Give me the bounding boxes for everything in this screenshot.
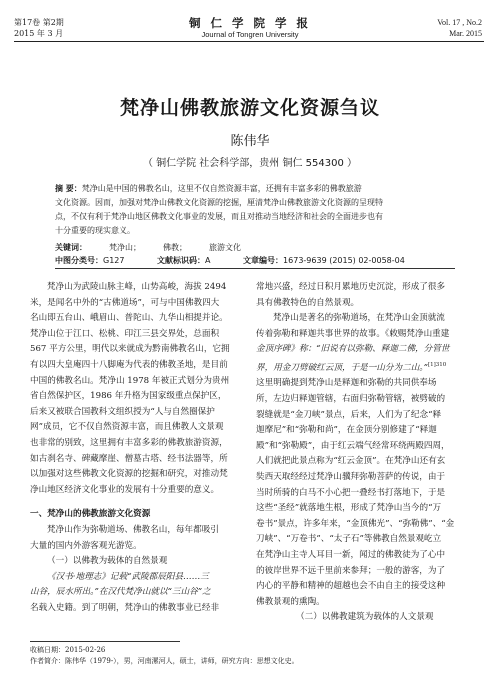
body-line: 常地兴盛，经过日积月累地历史沉淀，形成了很多 (256, 282, 446, 292)
body-line: 中国的佛教名山。梵净山 1978 年被正式划分为贵州 (30, 375, 230, 386)
body-line: 省自然保护区，1986 年升格为国家级重点保护区， (30, 391, 227, 402)
abstract-divider (55, 268, 455, 269)
body-line: 的彼岸世界不远千里前来参拜；一般的游客，为了 (256, 565, 446, 576)
body-column-right (256, 280, 474, 626)
body-line: 殿”和“弥勒殿”，由于红云端气经常环绕两殿四周， (256, 440, 450, 451)
body-line: 具有佛教特色的自然景观。 (256, 297, 360, 308)
keywords (55, 242, 241, 253)
classification-line (55, 255, 435, 266)
header-vol-issue: 第17卷 第2期 (14, 18, 64, 27)
body-line: 净山地区经济文化事业的发展有十分重要的意义。 (30, 484, 220, 495)
body-line: 这些“圣经”就落地生根，形成了梵净山当今的“万 (256, 503, 442, 514)
body-line: 传着弥勒和释迦共事世界的故事。《敕赐梵净山重建 (256, 328, 450, 339)
abstract (55, 182, 455, 238)
body-line: 大量的国内外游客观光游览。 (30, 540, 142, 551)
body-line: 迦摩尼”和“弥勒和尚”，在金顶分别修建了“释迦 (256, 425, 437, 436)
body-line: 刀峡”、“万卷书”、“太子石”等佛教自然景观屹立 (256, 534, 442, 545)
body-line: 金顶序碑》称：“旧说有以弥勒、释迦二佛，分管世 (256, 344, 450, 355)
quote-text: 界，用金刀劈破红云顶，于是一山分为二山。” (256, 362, 428, 373)
body-line: 这里明确提到梵净山是释迦和弥勒的共同供奉场 (256, 378, 437, 389)
body-line: 梵净山作为弥勒道场、佛教名山，每年都吸引 (47, 524, 219, 535)
author-bio: 作者简介：陈伟华（1979-），男，河南漯河人，硕士，讲师，研究方向：思想文化史。 (30, 657, 299, 665)
body-line: 内心的平静和精神的超越也会不由自主的接受这种 (256, 581, 446, 592)
body-line: 卷书”景点，许多年来，“金顶佛光”、“弥勒佛”、“金 (256, 518, 455, 529)
body-line: 后来又被联合国教科文组织授为“人与自然圈保护 (30, 406, 215, 417)
footnote-reference: [1]310 (427, 361, 447, 368)
keyword-item: 旅游文化 (209, 243, 241, 252)
header-divider (14, 41, 484, 42)
body-line: 人们就把此景点称为“红云金顶”。在梵净山还有玄 (256, 456, 446, 467)
footnote-divider (30, 641, 180, 642)
author-affiliation: （ 铜仁学院 社会科学部，贵州 铜仁 554300 ） (142, 158, 358, 169)
keyword-item: 梵净山； (109, 243, 141, 252)
header-date-en: Mar. 2015 (449, 29, 482, 38)
body-line: 网”成员，它不仅自然资源丰富，而且佛教人文景观 (30, 422, 224, 433)
abstract-label: 摘 要： (55, 184, 82, 193)
body-line: 当时所骑的白马不小心把一叠经书打落地下，于是 (256, 487, 446, 498)
body-column-left (30, 280, 248, 616)
abstract-line: 十分重要的现实意义。 (55, 226, 135, 235)
header-vol-en: Vol. 17 , No.2 (437, 18, 482, 27)
body-line: 所，左边归释迦管辖，右面归弥勒管辖，被劈破的 (256, 394, 446, 405)
article-number: 文章编号：1673-9639 (2015) 02-0058-04 (243, 256, 405, 265)
journal-name-en: Journal of Tongren University (201, 30, 299, 39)
body-line: 奘西天取经经过梵净山骥拜弥勒菩萨的传说，由于 (256, 471, 446, 482)
keyword-item: 佛教； (163, 243, 187, 252)
article-author: 陈伟华 (230, 134, 270, 149)
body-line: 梵净山是著名的弥勒道场，在梵净山金顶就流 (273, 313, 445, 324)
body-line: 以加强对这些佛教文化资源的挖掘和研究，对推动梵 (30, 469, 228, 480)
body-line: 在梵净山主寺人耳目一新，闻过的佛教徒为了心中 (256, 549, 446, 560)
abstract-line: 点，不仅有利于梵净山地区佛教文化事业的发展，而且对推动当地经济和社会的全面进步也有 (55, 212, 383, 221)
body-line: 如古刹名寺、碑藏摩崖、僧墓古塔、经书法器等，所 (30, 453, 228, 464)
body-line (256, 358, 474, 376)
clc-number: 中图分类号：G127 (55, 256, 125, 265)
footnote (30, 645, 299, 667)
body-line: 《汉书·地理志》记载“武陵郡辰阳县……三 (47, 571, 209, 582)
body-line: 米，是闻名中外的“古佛道场”，可与中国佛教四大 (30, 297, 220, 308)
article-title: 梵净山佛教旅游文化资源刍议 (119, 97, 380, 119)
section-heading: 一、梵净山的佛教旅游文化资源 (30, 509, 151, 520)
body-line: 佛教景观的熏陶。 (256, 596, 325, 607)
keywords-label: 关键词： (55, 243, 87, 252)
journal-name-zh: 铜 仁 学 院 学 报 (188, 16, 312, 30)
received-date: 收稿日期：2015-02-26 (30, 646, 106, 654)
spacer (30, 498, 248, 507)
body-line: 名载入史籍。到了明朝，梵净山的佛教事业已经非 (30, 602, 220, 613)
abstract-text: 梵净山是中国的佛教名山，这里不仅自然资源丰富，还拥有丰富多彩的佛教旅游 (81, 184, 362, 193)
body-line: 名山即五台山、峨眉山、普陀山、九华山相提并论。 (30, 313, 228, 324)
abstract-line (55, 182, 455, 196)
header-date-zh: 2015 年 3 月 (14, 29, 64, 38)
body-line: 山谷，辰水所出。”在汉代梵净山就以“三山谷”之 (30, 587, 211, 598)
body-line: 567 平方公里，明代以来就成为黔南佛教名山，它拥 (30, 344, 230, 355)
document-code: 文献标识码：A (157, 256, 211, 265)
abstract-line: 文化资源。因而，加强对梵净山佛教文化资源的挖掘，厘清梵净山佛教旅游文化资源的呈现特 (55, 198, 383, 207)
journal-name (0, 17, 500, 40)
header-volume-en (437, 17, 482, 39)
body-line: 有以四大皇庵四十八脚庵为代表的佛教圣地，是目前 (30, 359, 228, 370)
subsection-heading: （一）以佛教为载体的自然景观 (47, 556, 168, 567)
body-line: 裂缝就是“金刀峡”景点，后来，人们为了纪念“释 (256, 409, 442, 420)
body-line: 也非常的别致，这里拥有丰富多彩的佛教旅游资源， (30, 437, 228, 448)
body-line: 梵净山为武陵山脉主峰，山势高峻，海拔 2494 (47, 282, 227, 292)
body-line: 梵净山位于江口、松桃、印江三县交界处，总面积 (30, 328, 220, 339)
subsection-heading: （二）以佛教建筑为载体的人文景观 (296, 612, 434, 623)
